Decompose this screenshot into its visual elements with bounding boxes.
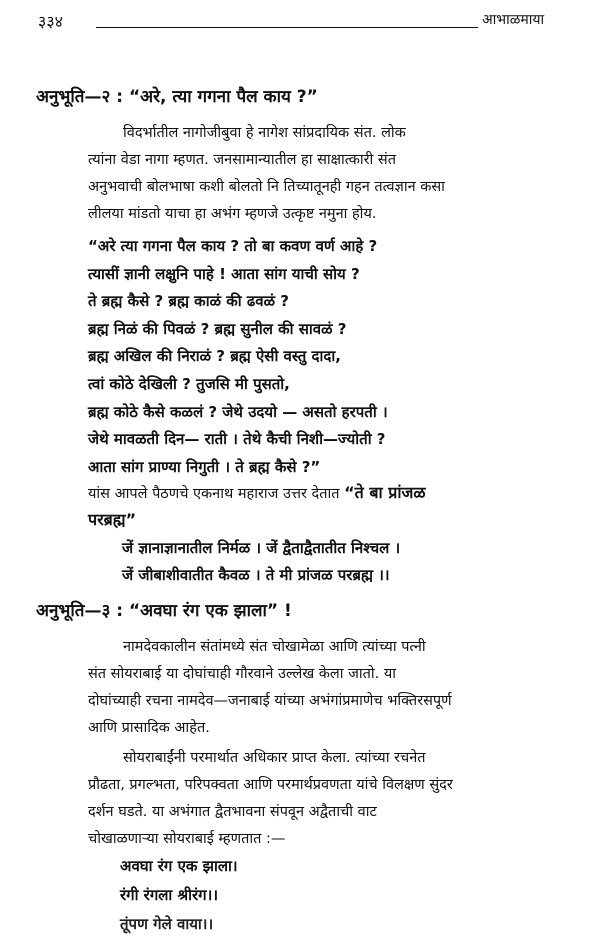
- section-heading-anubhuti-3: अनुभूति—३ : “अवघा रंग एक झाला” !: [36, 601, 292, 621]
- soyarabai-abhang: [120, 852, 238, 939]
- paragraph-line: त्यांना वेडा नागा म्हणत. जनसामान्यातील हा साक्षात्कारी संत: [88, 152, 396, 168]
- paragraph-line: चोखाळणाऱ्या सोयराबाई म्हणतात :—: [88, 831, 286, 847]
- verse-line: जेथे मावळती दिन— राती । तेथे कैची निशी—ज्योती ?: [88, 430, 386, 449]
- verse-line: ब्रह्म अखिल की निराळं ? ब्रह्म ऐसी वस्तु दादा,: [88, 347, 341, 366]
- verse-line: ब्रह्म निळं की पिवळं ? ब्रह्म सुनील की सावळं ?: [88, 319, 347, 338]
- intro-paragraph: [88, 120, 558, 228]
- paragraph-line: सोयराबाईंनी परमार्थात अधिकार प्राप्त केला. त्यांच्या रचनेत: [123, 750, 426, 766]
- answer-intro-text: यांस आपले पैठणचे एकनाथ महाराज उत्तर देतात: [88, 486, 340, 502]
- verse-line: जें ज्ञानाज्ञानातील निर्मळ । जें द्वैताद्वैतातीत निश्चल ।: [122, 539, 401, 557]
- paragraph-line: विदर्भातील नागोजीबुवा हे नागेश सांप्रदायिक संत. लोक: [123, 125, 406, 141]
- section-heading-anubhuti-2: अनुभूति—२ : “अरे, त्या गगना पैल काय ?”: [36, 87, 318, 107]
- verse-line: रंगी रंगला श्रीरंग।।: [120, 886, 218, 904]
- answer-intro: [88, 479, 426, 508]
- verse-line: त्यासीं ज्ञानी लक्षुनि पाहे ! आता सांग याची सोय ?: [88, 264, 360, 283]
- page-header: [0, 6, 600, 36]
- answer-emphasis: “ते बा प्रांजळ: [344, 483, 426, 502]
- answer-emphasis-cont: परब्रह्म”: [88, 510, 137, 529]
- page-number: ३३४: [38, 12, 63, 31]
- verse-line: त्वां कोठे देखिली ? तुजसि मी पुसतो,: [88, 374, 290, 393]
- paragraph-line: संत सोयराबाई या दोघांचाही गौरवाने उल्लेख केला जातो. या: [88, 666, 397, 682]
- verse-line: जें जीबाशीवातीत कैवळ । ते मी प्रांजळ परब्रह्म ।।: [122, 566, 390, 584]
- paragraph-line: नामदेवकालीन संतांमध्ये संत चोखामेळा आणि त्यांच्या पत्नी: [123, 639, 426, 655]
- paragraph-line: आणि प्रासादिक आहेत.: [88, 720, 210, 736]
- book-title: आभाळमाया: [482, 12, 545, 28]
- verse-line: ते ब्रह्म कैसे ? ब्रह्म काळं की ढवळं ?: [88, 292, 289, 311]
- paragraph-chokhamela: [88, 634, 558, 742]
- paragraph-soyarabai: [88, 745, 558, 853]
- paragraph-line: दोघांच्याही रचना नामदेव—जनाबाई यांच्या अभंगांप्रमाणेच भक्तिरसपूर्ण: [88, 693, 452, 709]
- paragraph-line: दर्शन घडते. या अभंगात द्वैतभावना संपवून अद्वैताची वाट: [88, 804, 377, 820]
- abhang-verse: [88, 233, 388, 481]
- paragraph-line: प्रौढता, प्रगल्भता, परिपक्वता आणि परमार्थप्रवणता यांचे विलक्षण सुंदर: [88, 777, 453, 793]
- paragraph-line: अनुभवाची बोलभाषा कशी बोलतो नि तिच्यातूनही गहन तत्वज्ञान कसा: [88, 179, 445, 195]
- verse-line: “अरे त्या गगना पैल काय ? तो बा कवण वर्ण आहे ?: [88, 237, 378, 255]
- answer-intro-cont: [88, 506, 136, 535]
- verse-line: आता सांग प्राण्या निगुती । ते ब्रह्म कैसे ?”: [88, 457, 321, 476]
- verse-line: तूंपण गेले वाया।।: [120, 915, 214, 933]
- answer-verse: [122, 535, 400, 589]
- header-rule: [96, 27, 478, 28]
- verse-line: अवघा रंग एक झाला।: [120, 857, 238, 875]
- verse-line: ब्रह्म कोठे कैसे कळलं ? जेथे उदयो — असतो हरपती ।: [88, 402, 388, 421]
- paragraph-line: लीलया मांडतो याचा हा अभंग म्हणजे उत्कृष्ट नमुना होय.: [88, 206, 377, 222]
